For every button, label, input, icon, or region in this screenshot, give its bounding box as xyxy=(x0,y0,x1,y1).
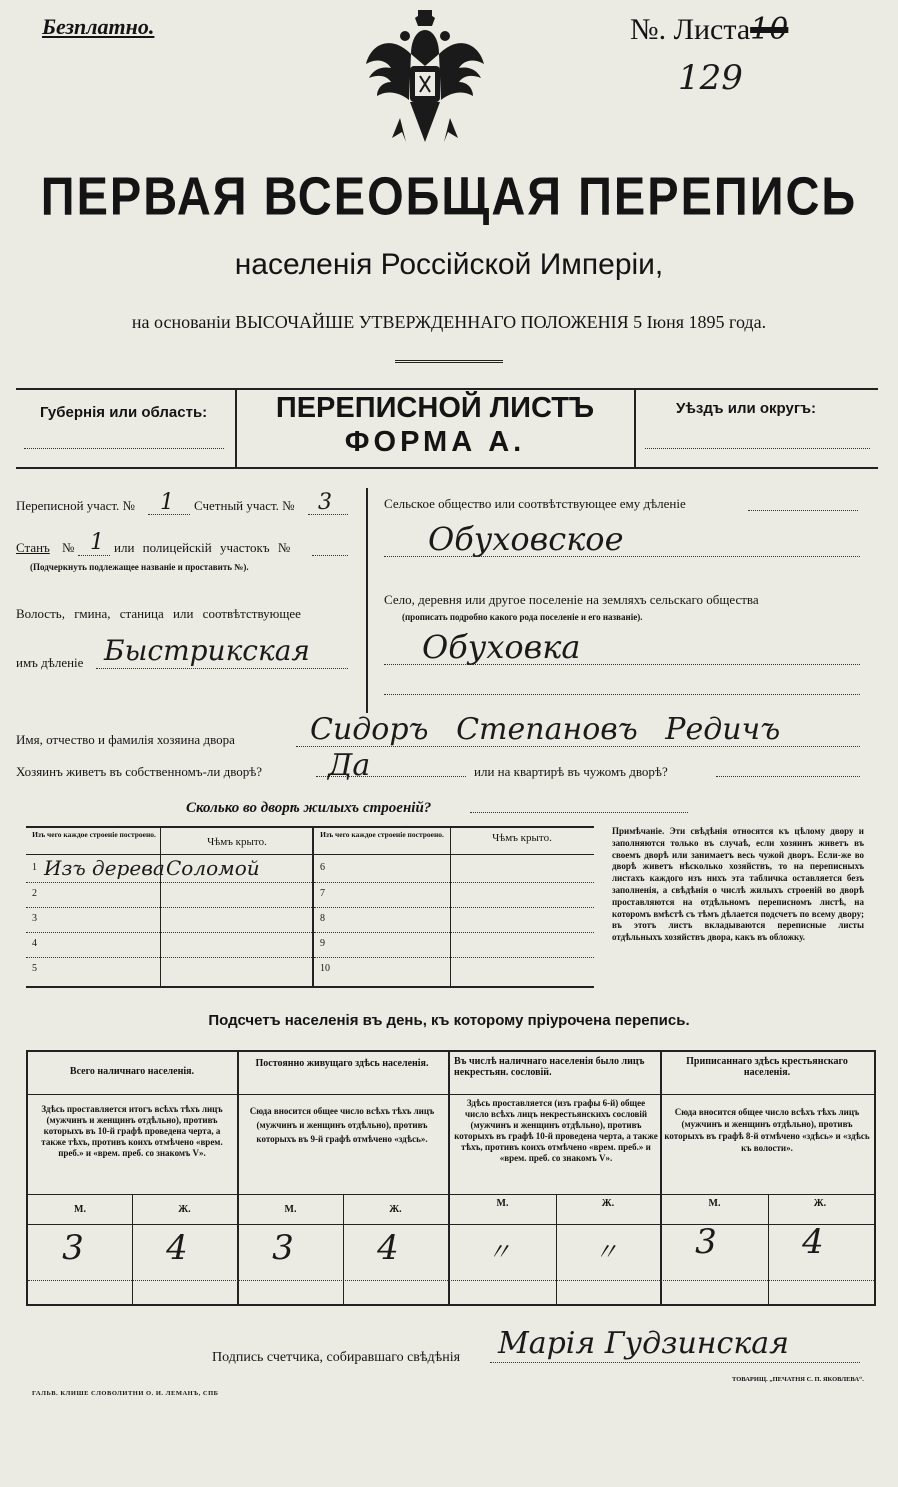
building-row-7 xyxy=(314,882,594,908)
row-material: Изъ дерева xyxy=(44,856,165,880)
emblem-icon xyxy=(360,8,490,158)
col1-f-label: Ж. xyxy=(178,1204,191,1215)
row-number: 2 xyxy=(32,888,37,899)
col3-m-value: 〃 xyxy=(487,1238,511,1266)
volost-label: Волость, гмина, станица или соотвѣтствующее xyxy=(16,606,301,621)
row-number: 7 xyxy=(320,888,325,899)
free-label: Безплатно. xyxy=(42,14,155,39)
building-row-10 xyxy=(314,957,594,982)
col1-f-value: 4 xyxy=(166,1228,188,1268)
footer-right: ТОВАРИЩ. „ПЕЧАТНЯ С. П. ЯКОВЛЕВА“. xyxy=(732,1376,864,1383)
footer-left: ГАЛЬВ. КЛИШЕ СЛОВОЛИТНИ О. И. ЛЕМАНЪ, СПБ xyxy=(32,1390,219,1397)
form-title: ПЕРЕПИСНОЙ ЛИСТЪ xyxy=(275,392,595,424)
signature-value: Марія Гудзинская xyxy=(498,1326,789,1361)
building-row-3 xyxy=(26,907,312,933)
count-col4-desc: Сюда вносится общее число всѣхъ тѣхъ лицъ (мужчинъ и женщинъ отдѣльно), противъ которыхъ въ графѣ 8-й отмѣчено «здѣсь» и «здѣсь къ волости». xyxy=(664,1107,870,1153)
buildings-label: Сколько во дворѣ жилыхъ строеній? xyxy=(186,800,432,816)
building-row-8 xyxy=(314,907,594,933)
col2-f-label: Ж. xyxy=(389,1204,402,1215)
row-number: 9 xyxy=(320,938,325,949)
col3-f-value: 〃 xyxy=(594,1238,618,1266)
village-value: Обуховка xyxy=(422,628,581,666)
census-district-value: 1 xyxy=(160,490,174,515)
volost-label-2: имъ дѣленіе xyxy=(16,655,84,670)
legal-basis: на основаніи ВЫСОЧАЙШЕ УТВЕРЖДЕННАГО ПОЛОЖЕНІЯ 5 Іюня 1895 года. xyxy=(131,312,767,332)
row-number: 6 xyxy=(320,862,325,873)
owner-name-value: Сидоръ Степановъ Редичъ xyxy=(310,712,781,747)
col2-f-value: 4 xyxy=(377,1228,399,1268)
col1-m-value: 3 xyxy=(62,1228,84,1268)
buildings-table xyxy=(26,826,594,988)
col-roof-right: Чѣмъ крыто. xyxy=(492,832,552,844)
row-number: 4 xyxy=(32,938,37,949)
sheet-number-text: №. Листа xyxy=(630,13,751,46)
counting-district-label: Счетный участ. № xyxy=(194,498,295,513)
underline-note: (Подчеркнуть подлежащее названіе и проставить №). xyxy=(30,562,249,572)
sheet-number-handwritten: 129 xyxy=(678,58,743,98)
owner-name-label: Имя, отчество и фамилія хозяина двора xyxy=(16,732,235,747)
count-col1-head: Всего наличнаго населенія. xyxy=(69,1066,195,1077)
building-row-1 xyxy=(26,856,312,883)
col4-m-label: М. xyxy=(708,1198,721,1209)
count-col3-head: Въ числѣ наличнаго населенія было лицъ некрестьян. сословій. xyxy=(454,1056,645,1078)
col-material-left: Изъ чего каждое строеніе построено. xyxy=(32,830,156,839)
stan-no-label: № xyxy=(62,540,75,555)
village-note: (прописать подробно какого рода поселеніе и его названіе). xyxy=(402,612,643,622)
row-number: 8 xyxy=(320,913,325,924)
count-col3-desc: Здѣсь проставляется (изъ графы 6-й) общее число всѣхъ лицъ некрестьянскихъ сословій (мужчинъ и женщинъ отдѣльно), противъ которыхъ въ графѣ 10-й проведена черта, а также тѣхъ, противъ коихъ отмѣчено «врем. преб.» и «врем. преб. со знакомъ V». xyxy=(454,1098,658,1163)
col2-m-label: М. xyxy=(284,1204,297,1215)
sheet-number-crossed: 10 xyxy=(750,12,789,47)
row-number: 10 xyxy=(320,963,330,974)
volost-value: Быстрикская xyxy=(104,634,310,667)
row-number: 5 xyxy=(32,963,37,974)
district-label: Уѣздъ или округъ: xyxy=(676,400,817,417)
signature-label: Подпись счетчика, собиравшаго свѣдѣнія xyxy=(212,1350,461,1365)
village-label: Село, деревня или другое поселеніе на земляхъ сельскаго общества xyxy=(384,592,759,607)
building-row-5 xyxy=(26,957,312,982)
census-district-label: Переписной участ. № xyxy=(16,498,135,513)
row-number: 3 xyxy=(32,913,37,924)
count-col2-desc: Сюда вносится общее число всѣхъ тѣхъ лицъ (мужчинъ и женщинъ отдѣльно), противъ которыхъ въ 9-й графѣ отмѣчено «здѣсь». xyxy=(249,1106,435,1144)
count-col2-head: Постоянно живущаго здѣсь населенія. xyxy=(255,1058,429,1069)
col-material-right: Изъ чего каждое строеніе построено. xyxy=(320,830,444,839)
col3-m-label: М. xyxy=(496,1198,509,1209)
col1-m-label: М. xyxy=(74,1204,86,1215)
society-value: Обуховское xyxy=(428,520,624,558)
sheet-number-label xyxy=(630,12,788,47)
count-col4-head: Приписаннаго здѣсь крестьянскаго населенія. xyxy=(686,1056,848,1078)
building-row-6 xyxy=(314,856,594,883)
owner-lives-label: Хозяинъ живетъ въ собственномъ-ли дворѣ? xyxy=(16,764,263,779)
col-roof-left: Чѣмъ крыто. xyxy=(207,836,267,848)
col4-f-label: Ж. xyxy=(813,1198,827,1209)
col3-f-label: Ж. xyxy=(601,1198,615,1209)
count-table xyxy=(26,1050,876,1306)
col4-m-value: 3 xyxy=(695,1222,717,1262)
main-title: ПЕРВАЯ ВСЕОБЩАЯ ПЕРЕПИСЬ xyxy=(40,165,858,226)
subtitle: населенія Россійской Имперіи, xyxy=(234,248,664,281)
owner-rented-label: или на квартирѣ въ чужомъ дворѣ? xyxy=(474,764,668,779)
province-label: Губернія или область: xyxy=(40,404,208,421)
col4-f-value: 4 xyxy=(802,1222,824,1262)
owner-lives-value: Да xyxy=(328,748,371,783)
society-label: Сельское общество или соотвѣтствующее ему дѣленіе xyxy=(384,496,686,511)
counting-district-value: 3 xyxy=(318,490,332,515)
count-col1-desc: Здѣсь проставляется итогъ всѣхъ тѣхъ лицъ (мужчинъ и женщинъ отдѣльно), противъ которыхъ въ 10-й графѣ проведена черта, а также тѣхъ, противъ коихъ отмѣчено «врем. преб.» и «врем. преб. со знакомъ V». xyxy=(41,1104,223,1158)
police-label: или полицейскій участокъ № xyxy=(114,540,291,555)
ornament-divider xyxy=(395,360,503,363)
count-title: Подсчетъ населенія въ день, къ которому пріурочена перепись. xyxy=(208,1012,690,1029)
row-number: 1 xyxy=(32,862,37,873)
building-row-9 xyxy=(314,932,594,958)
stan-label: Станъ xyxy=(16,540,50,555)
census-district-row xyxy=(16,498,361,514)
row-roof: Соломой xyxy=(166,856,260,880)
building-row-4 xyxy=(26,932,312,958)
stan-value: 1 xyxy=(90,530,104,555)
building-row-2 xyxy=(26,882,312,908)
col2-m-value: 3 xyxy=(272,1228,294,1268)
form-subtitle: ФОРМА А. xyxy=(344,426,526,458)
note-text: Примѣчаніе. Эти свѣдѣнія относятся къ цѣлому двору и заполняются только въ случаѣ, если хозяинъ живетъ въ своемъ дворѣ или занимаетъ весь чужой дворъ. Если-же во дворѣ живетъ нѣсколько хозяйствъ, то на переписныхъ листахъ каждого изъ нихъ эта табличка оставляется безъ заполненія, а свѣдѣнія о числѣ жилыхъ строеній во дворѣ проставляются на отдѣльномъ переписномъ листѣ, на которомъ вмѣстѣ съ тѣмъ дѣлается подсчетъ по всему двору; въ этотъ листъ вкладываются переписные листы отдѣльныхъ хозяйствъ двора, какъ въ обложку. xyxy=(612,826,864,943)
